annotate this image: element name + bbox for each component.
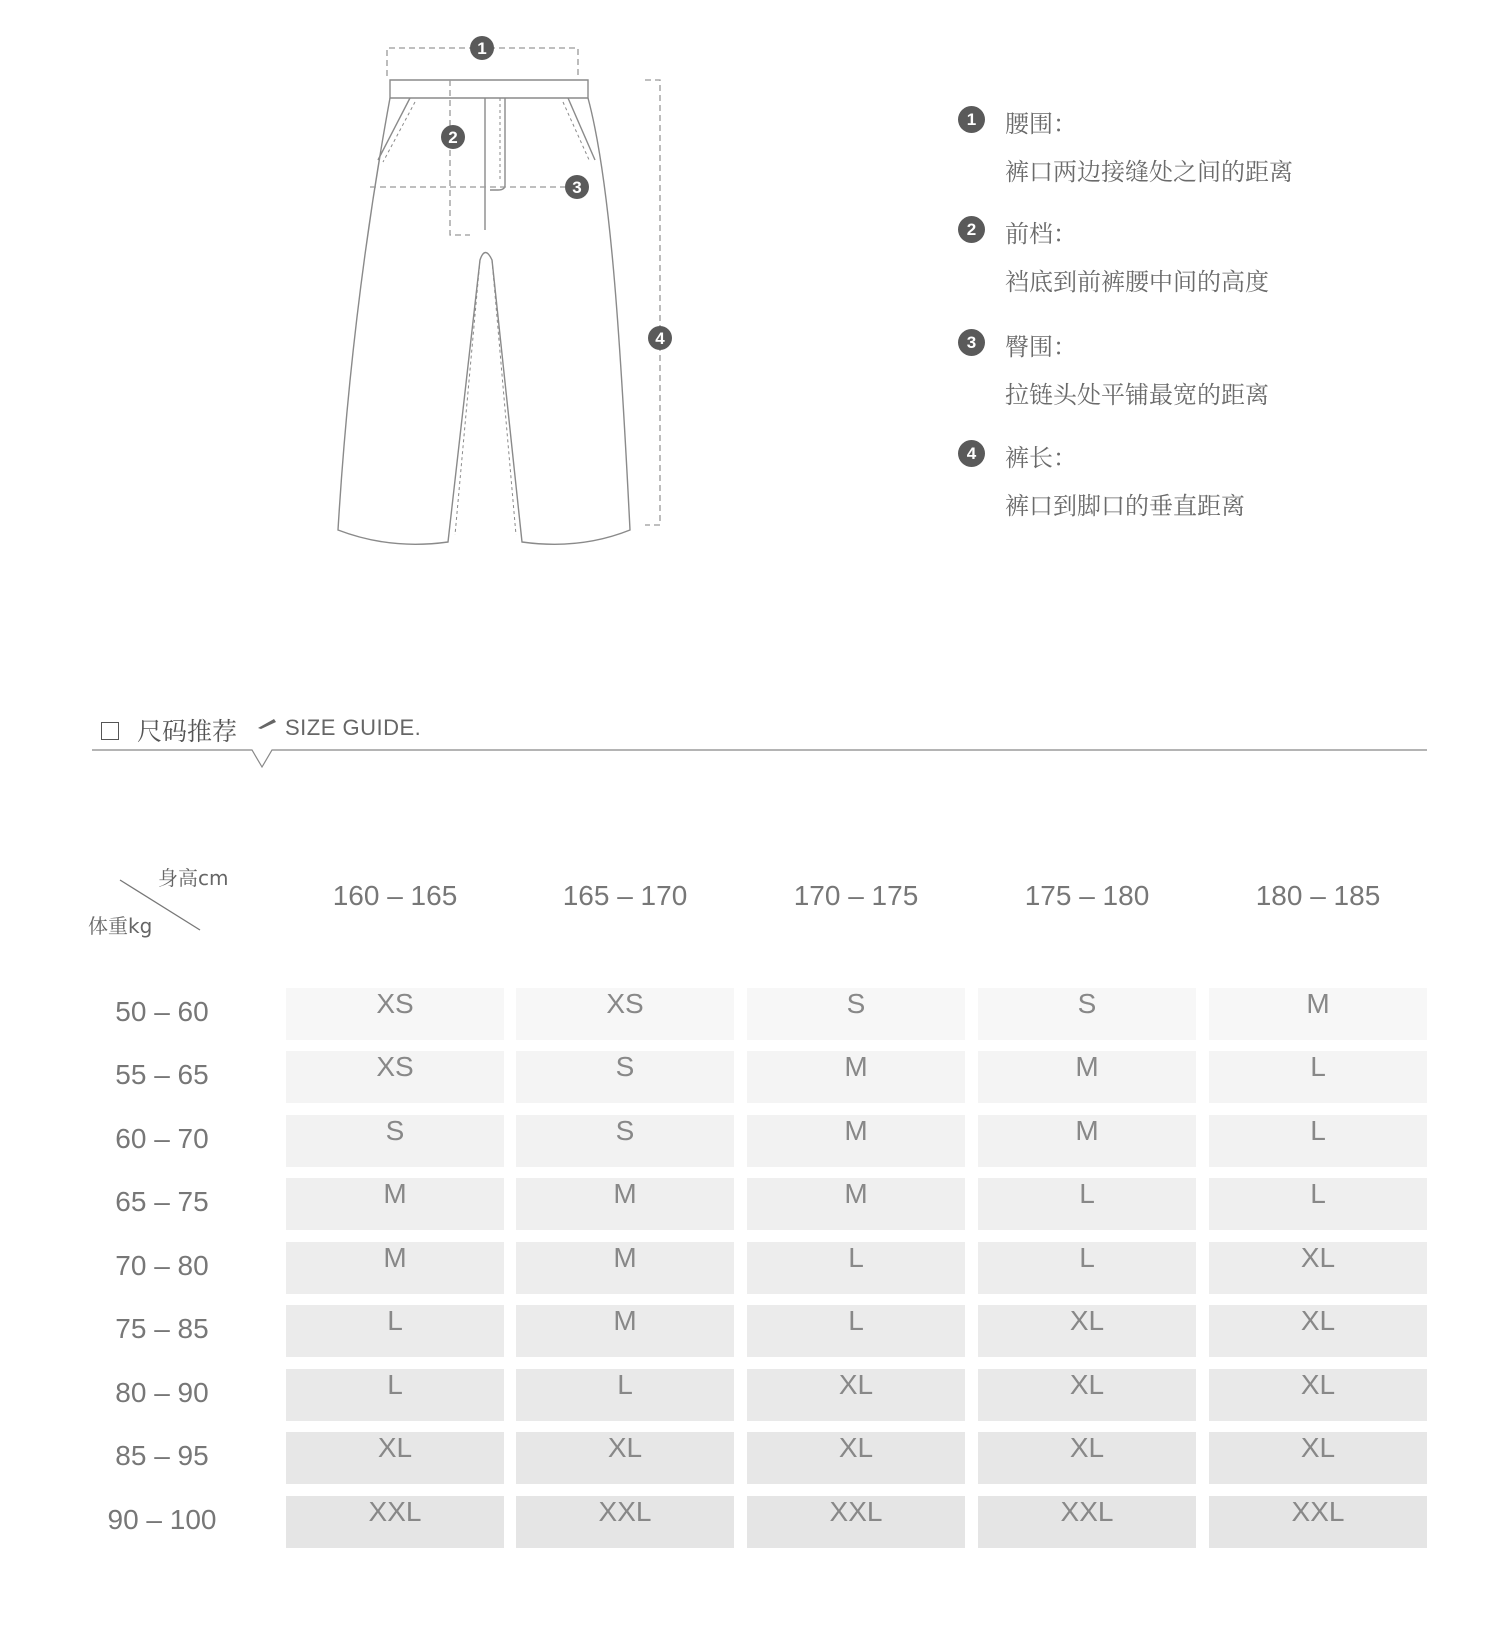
number-badge: 3: [958, 329, 985, 356]
size-cell: XL: [747, 1369, 965, 1421]
height-column-header: 160 – 165: [332, 880, 458, 911]
number-badge: 1: [958, 106, 985, 133]
size-cell: XXL: [1209, 1496, 1427, 1548]
size-cell: XL: [747, 1432, 965, 1484]
pants-fly: [485, 98, 505, 230]
pants-pocket-left: [378, 98, 410, 160]
weight-row-header: 90 – 100: [107, 1504, 217, 1535]
size-cell: XL: [978, 1432, 1196, 1484]
pants-diagram: [330, 30, 720, 570]
legend-desc: 裤口两边接缝处之间的距离: [1005, 158, 1293, 186]
weight-row-header: 65 – 75: [115, 1186, 209, 1217]
weight-row-header: 75 – 85: [115, 1313, 209, 1344]
size-cell: S: [516, 1115, 734, 1167]
front-rise-measure-line: [450, 80, 470, 235]
section-title: 尺码推荐: [137, 717, 238, 746]
size-cell: XXL: [978, 1496, 1196, 1548]
legend-term: 裤长：: [1005, 444, 1077, 472]
size-cell: M: [978, 1051, 1196, 1103]
weight-row-header: 60 – 70: [115, 1123, 209, 1154]
size-cell: L: [286, 1305, 504, 1357]
size-cell: S: [747, 988, 965, 1040]
size-cell: XL: [1209, 1242, 1427, 1294]
svg-text:4: 4: [655, 329, 665, 348]
size-cell: L: [747, 1305, 965, 1357]
number-badge: 4: [958, 440, 985, 467]
size-cell: M: [286, 1178, 504, 1230]
marker-4: [648, 326, 672, 350]
size-cell: L: [1209, 1115, 1427, 1167]
section-divider: [92, 742, 1432, 772]
weight-row-header: 50 – 60: [115, 996, 209, 1027]
size-cell: XS: [286, 988, 504, 1040]
size-cell: M: [978, 1115, 1196, 1167]
size-cell: M: [516, 1305, 734, 1357]
size-cell: XL: [286, 1432, 504, 1484]
number-badge: 2: [958, 216, 985, 243]
size-cell: S: [978, 988, 1196, 1040]
size-cell: XL: [516, 1432, 734, 1484]
size-cell: L: [286, 1369, 504, 1421]
checkbox-square-icon: [101, 722, 119, 740]
legend-desc: 裆底到前裤腰中间的高度: [1005, 268, 1269, 296]
size-cell: XS: [516, 988, 734, 1040]
size-cell: L: [1209, 1178, 1427, 1230]
legend-desc: 拉链头处平铺最宽的距离: [1005, 381, 1269, 409]
weight-row-header: 55 – 65: [115, 1059, 209, 1090]
weight-row-header: 80 – 90: [115, 1377, 209, 1408]
legend-term: 腰围：: [1005, 110, 1077, 138]
size-cell: M: [286, 1242, 504, 1294]
pen-icon: [256, 716, 278, 730]
size-cell: XXL: [747, 1496, 965, 1548]
size-cell: XXL: [516, 1496, 734, 1548]
size-cell: S: [516, 1051, 734, 1103]
size-cell: M: [1209, 988, 1427, 1040]
size-cell: M: [747, 1051, 965, 1103]
pants-waistband: [390, 80, 588, 98]
size-cell: M: [747, 1115, 965, 1167]
size-cell: L: [978, 1178, 1196, 1230]
size-cell: S: [286, 1115, 504, 1167]
size-cell: M: [516, 1178, 734, 1230]
svg-text:2: 2: [448, 128, 458, 147]
size-cell: L: [1209, 1051, 1427, 1103]
weight-row-header: 85 – 95: [115, 1440, 209, 1471]
size-cell: L: [516, 1369, 734, 1421]
height-column-header: 170 – 175: [793, 880, 919, 911]
svg-text:3: 3: [572, 178, 582, 197]
weight-axis-label: 体重kg: [88, 914, 153, 938]
size-cell: L: [978, 1242, 1196, 1294]
size-cell: XS: [286, 1051, 504, 1103]
height-column-header: 175 – 180: [1024, 880, 1150, 911]
svg-text:1: 1: [477, 39, 487, 58]
length-measure-line: [645, 80, 660, 525]
legend-desc: 裤口到脚口的垂直距离: [1005, 492, 1245, 520]
pants-outline: [338, 98, 630, 544]
height-axis-label: 身高cm: [158, 866, 229, 890]
height-column-header: 165 – 170: [562, 880, 688, 911]
marker-1: [470, 36, 494, 60]
size-cell: XL: [1209, 1305, 1427, 1357]
marker-2: [441, 125, 465, 149]
legend-term: 前档：: [1005, 220, 1077, 248]
size-cell: M: [747, 1178, 965, 1230]
marker-3: [565, 175, 589, 199]
size-cell: XL: [978, 1369, 1196, 1421]
size-cell: M: [516, 1242, 734, 1294]
weight-row-header: 70 – 80: [115, 1250, 209, 1281]
size-cell: XL: [1209, 1432, 1427, 1484]
size-cell: L: [747, 1242, 965, 1294]
size-cell: XL: [978, 1305, 1196, 1357]
size-cell: XXL: [286, 1496, 504, 1548]
pocket-stitch-right: [563, 102, 590, 162]
size-cell: XL: [1209, 1369, 1427, 1421]
section-subtitle: SIZE GUIDE.: [285, 715, 422, 740]
height-column-header: 180 – 185: [1255, 880, 1381, 911]
legend-term: 臀围：: [1005, 333, 1077, 361]
